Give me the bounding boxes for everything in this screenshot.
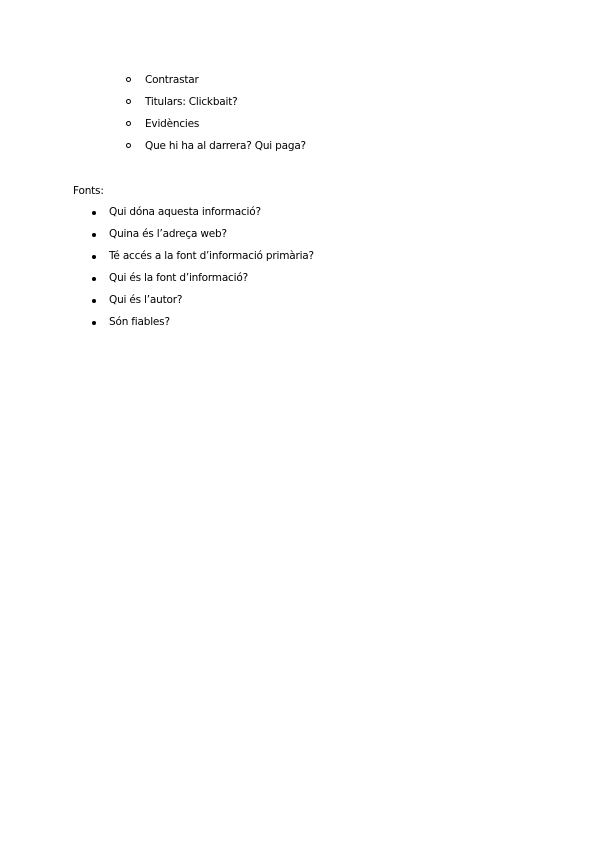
list-item-label: Titulars: Clickbait? xyxy=(145,96,238,108)
list-item-label: Qui és la font d’informació? xyxy=(109,272,248,284)
list-item-label: Qui dóna aquesta informació? xyxy=(109,206,261,218)
filled-bullet-icon xyxy=(92,299,96,303)
section-heading-fonts: Fonts: xyxy=(73,185,104,197)
filled-bullet-icon xyxy=(92,233,96,237)
list-item-label: Té accés a la font d’informació primària? xyxy=(109,250,314,262)
list-item xyxy=(145,113,306,135)
list-item-label: Qui és l’autor? xyxy=(109,294,183,306)
list-item-label: Que hi ha al darrera? Qui paga? xyxy=(145,140,306,152)
list-item xyxy=(145,91,306,113)
filled-bullet-icon xyxy=(92,211,96,215)
list-item-label: Són fiables? xyxy=(109,316,170,328)
hollow-bullet-icon xyxy=(126,121,131,126)
fonts-bullet-list xyxy=(109,201,314,333)
list-item-label: Contrastar xyxy=(145,74,199,86)
filled-bullet-icon xyxy=(92,255,96,259)
list-item xyxy=(109,201,314,223)
list-item xyxy=(109,289,314,311)
list-item xyxy=(109,245,314,267)
filled-bullet-icon xyxy=(92,321,96,325)
list-item xyxy=(109,223,314,245)
list-item xyxy=(145,69,306,91)
list-item-label: Quina és l’adreça web? xyxy=(109,228,227,240)
sub-bullet-list xyxy=(145,69,306,157)
hollow-bullet-icon xyxy=(126,77,131,82)
list-item-label: Evidències xyxy=(145,118,200,130)
hollow-bullet-icon xyxy=(126,99,131,104)
list-item xyxy=(109,267,314,289)
hollow-bullet-icon xyxy=(126,143,131,148)
list-item xyxy=(145,135,306,157)
list-item xyxy=(109,311,314,333)
filled-bullet-icon xyxy=(92,277,96,281)
